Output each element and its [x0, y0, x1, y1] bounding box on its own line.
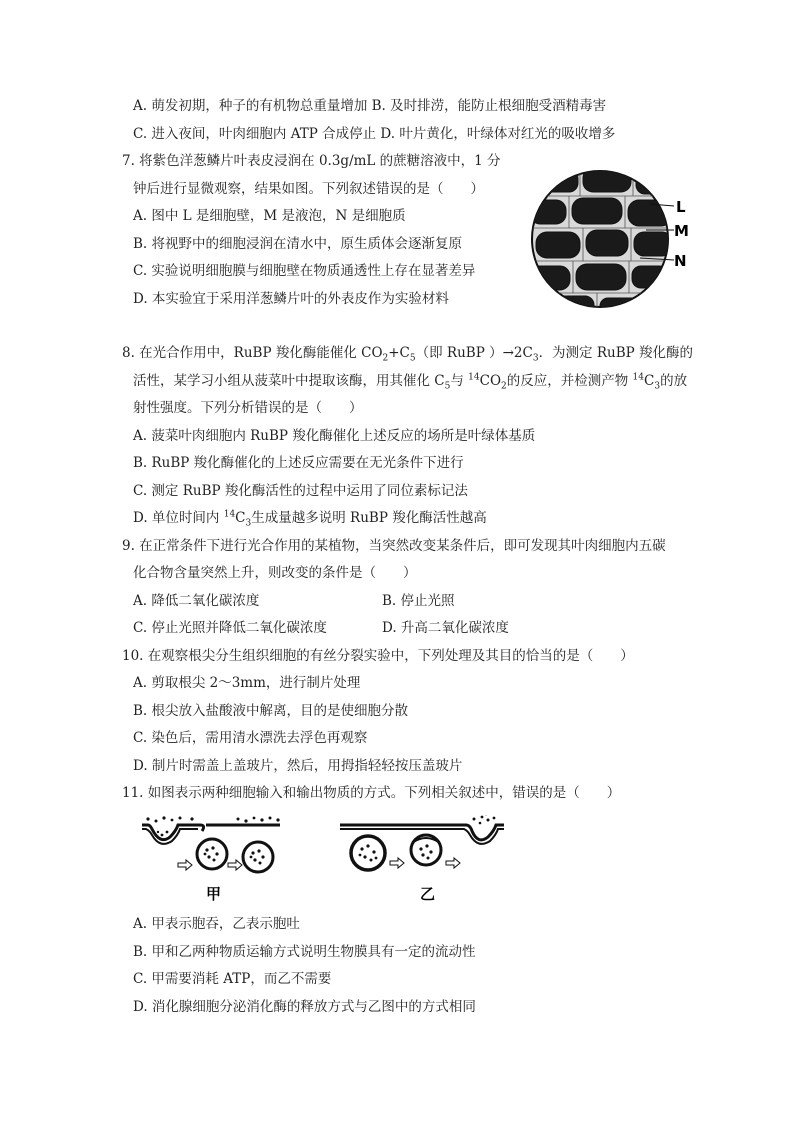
q8-stem1-a: 8. 在光合作用中，RuBP 羧化酶能催化 CO	[122, 345, 383, 361]
q8-option-c: C. 测定 RuBP 羧化酶活性的过程中运用了同位素标记法	[133, 483, 468, 499]
figure-label-m: M	[674, 222, 689, 240]
q8-d-c: 生成量越多说明 RuBP 羧化酶活性越高	[251, 510, 487, 526]
q8-option-d	[133, 509, 487, 527]
subscript: 2	[501, 381, 507, 392]
q8-stem1-c: （即 RuBP ）→2C	[415, 345, 533, 361]
q8-stem-line2	[133, 372, 687, 390]
subscript: 3	[245, 518, 252, 529]
q7-stem-line1: 7. 将紫色洋葱鳞片叶表皮浸润在 0.3g/mL 的蔗糖溶液中，1 分	[122, 153, 501, 169]
q7-option-b: B. 将视野中的细胞浸润在清水中，原生质体会逐渐复原	[133, 236, 463, 252]
q11-option-b: B. 甲和乙两种物质运输方式说明生物膜具有一定的流动性	[133, 944, 476, 960]
q8-d-a: D. 单位时间内	[133, 510, 224, 526]
q9-stem-line2: 化合物含量突然上升，则改变的条件是（ ）	[133, 565, 417, 581]
onion-cell-micrograph	[528, 160, 698, 320]
superscript: 14	[468, 372, 480, 383]
q11-stem: 11. 如图表示两种细胞输入和输出物质的方式。下列相关叙述中，错误的是（ ）	[122, 785, 621, 801]
q7-option-c: C. 实验说明细胞膜与细胞壁在物质通透性上存在显著差异	[133, 263, 476, 279]
q7-option-a: A. 图中 L 是细胞壁，M 是液泡，N 是细胞质	[133, 208, 406, 224]
q6-options-row2: C. 进入夜间，叶肉细胞内 ATP 合成停止 D. 叶片黄化，叶绿体对红光的吸收增多	[133, 126, 616, 142]
figure-label-jia: 甲	[206, 885, 222, 903]
subscript: 3	[654, 381, 661, 392]
endocytosis-figure	[140, 815, 290, 905]
q8-stem-line3: 射性强度。下列分析错误的是（ ）	[133, 400, 363, 416]
subscript: 5	[444, 381, 451, 392]
exocytosis-figure	[338, 815, 508, 905]
subscript: 5	[409, 353, 416, 364]
q8-option-b: B. RuBP 羧化酶催化的上述反应需要在无光条件下进行	[133, 455, 464, 471]
q8-stem1-b: +C	[388, 345, 410, 361]
q8-option-a: A. 菠菜叶肉细胞内 RuBP 羧化酶催化上述反应的场所是叶绿体基质	[133, 428, 536, 444]
q10-option-c: C. 染色后，需用清水漂洗去浮色再观察	[133, 730, 368, 746]
superscript: 14	[632, 372, 644, 383]
q7-option-d: D. 本实验宜于采用洋葱鳞片叶的外表皮作为实验材料	[133, 291, 449, 307]
q8-stem-line1	[122, 344, 693, 362]
q11-option-c: C. 甲需要消耗 ATP，而乙不需要	[133, 971, 332, 987]
q8-stem1-d: ．为测定 RuBP 羧化酶的	[538, 345, 694, 361]
subscript: 2	[382, 353, 389, 364]
q8-d-b: C	[235, 510, 246, 526]
q8-stem2-a: 活性，某学习小组从菠菜叶中提取该酶，用其催化 C	[133, 373, 445, 389]
q8-stem2-c: CO	[479, 373, 502, 389]
figure-label-yi: 乙	[420, 885, 436, 903]
q6-options-row1: A. 萌发初期，种子的有机物总重量增加 B. 及时排涝，能防止根细胞受酒精毒害	[133, 98, 607, 114]
q10-option-a: A. 剪取根尖 2～3mm，进行制片处理	[133, 675, 361, 691]
q9-stem-line1: 9. 在正常条件下进行光合作用的某植物，当突然改变某条件后，即可发现其叶肉细胞内五碳	[122, 538, 666, 554]
q10-option-b: B. 根尖放入盐酸液中解离，目的是使细胞分散	[133, 703, 409, 719]
q10-stem: 10. 在观察根尖分生组织细胞的有丝分裂实验中，下列处理及其目的恰当的是（ ）	[122, 648, 634, 664]
q11-option-d: D. 消化腺细胞分泌消化酶的释放方式与乙图中的方式相同	[133, 999, 476, 1015]
q8-stem2-f: 的放	[660, 373, 688, 389]
q9-option-a: A. 降低二氧化碳浓度	[133, 593, 260, 609]
subscript: 3	[532, 353, 539, 364]
q8-stem2-e: C	[644, 373, 655, 389]
q9-option-d: D. 升高二氧化碳浓度	[382, 620, 509, 636]
q8-stem2-b: 与	[450, 373, 469, 389]
q8-stem2-d: 的反应，并检测产物	[506, 373, 633, 389]
q11-option-a: A. 甲表示胞吞，乙表示胞吐	[133, 916, 300, 932]
q10-option-d: D. 制片时需盖上盖玻片，然后，用拇指轻轻按压盖玻片	[133, 758, 463, 774]
superscript: 14	[223, 509, 236, 520]
q9-option-c: C. 停止光照并降低二氧化碳浓度	[133, 620, 327, 636]
q7-stem-line2: 钟后进行显微观察，结果如图。下列叙述错误的是（ ）	[133, 181, 484, 197]
q9-option-b: B. 停止光照	[382, 593, 455, 609]
figure-label-l: L	[676, 198, 686, 216]
figure-label-n: N	[674, 252, 687, 270]
